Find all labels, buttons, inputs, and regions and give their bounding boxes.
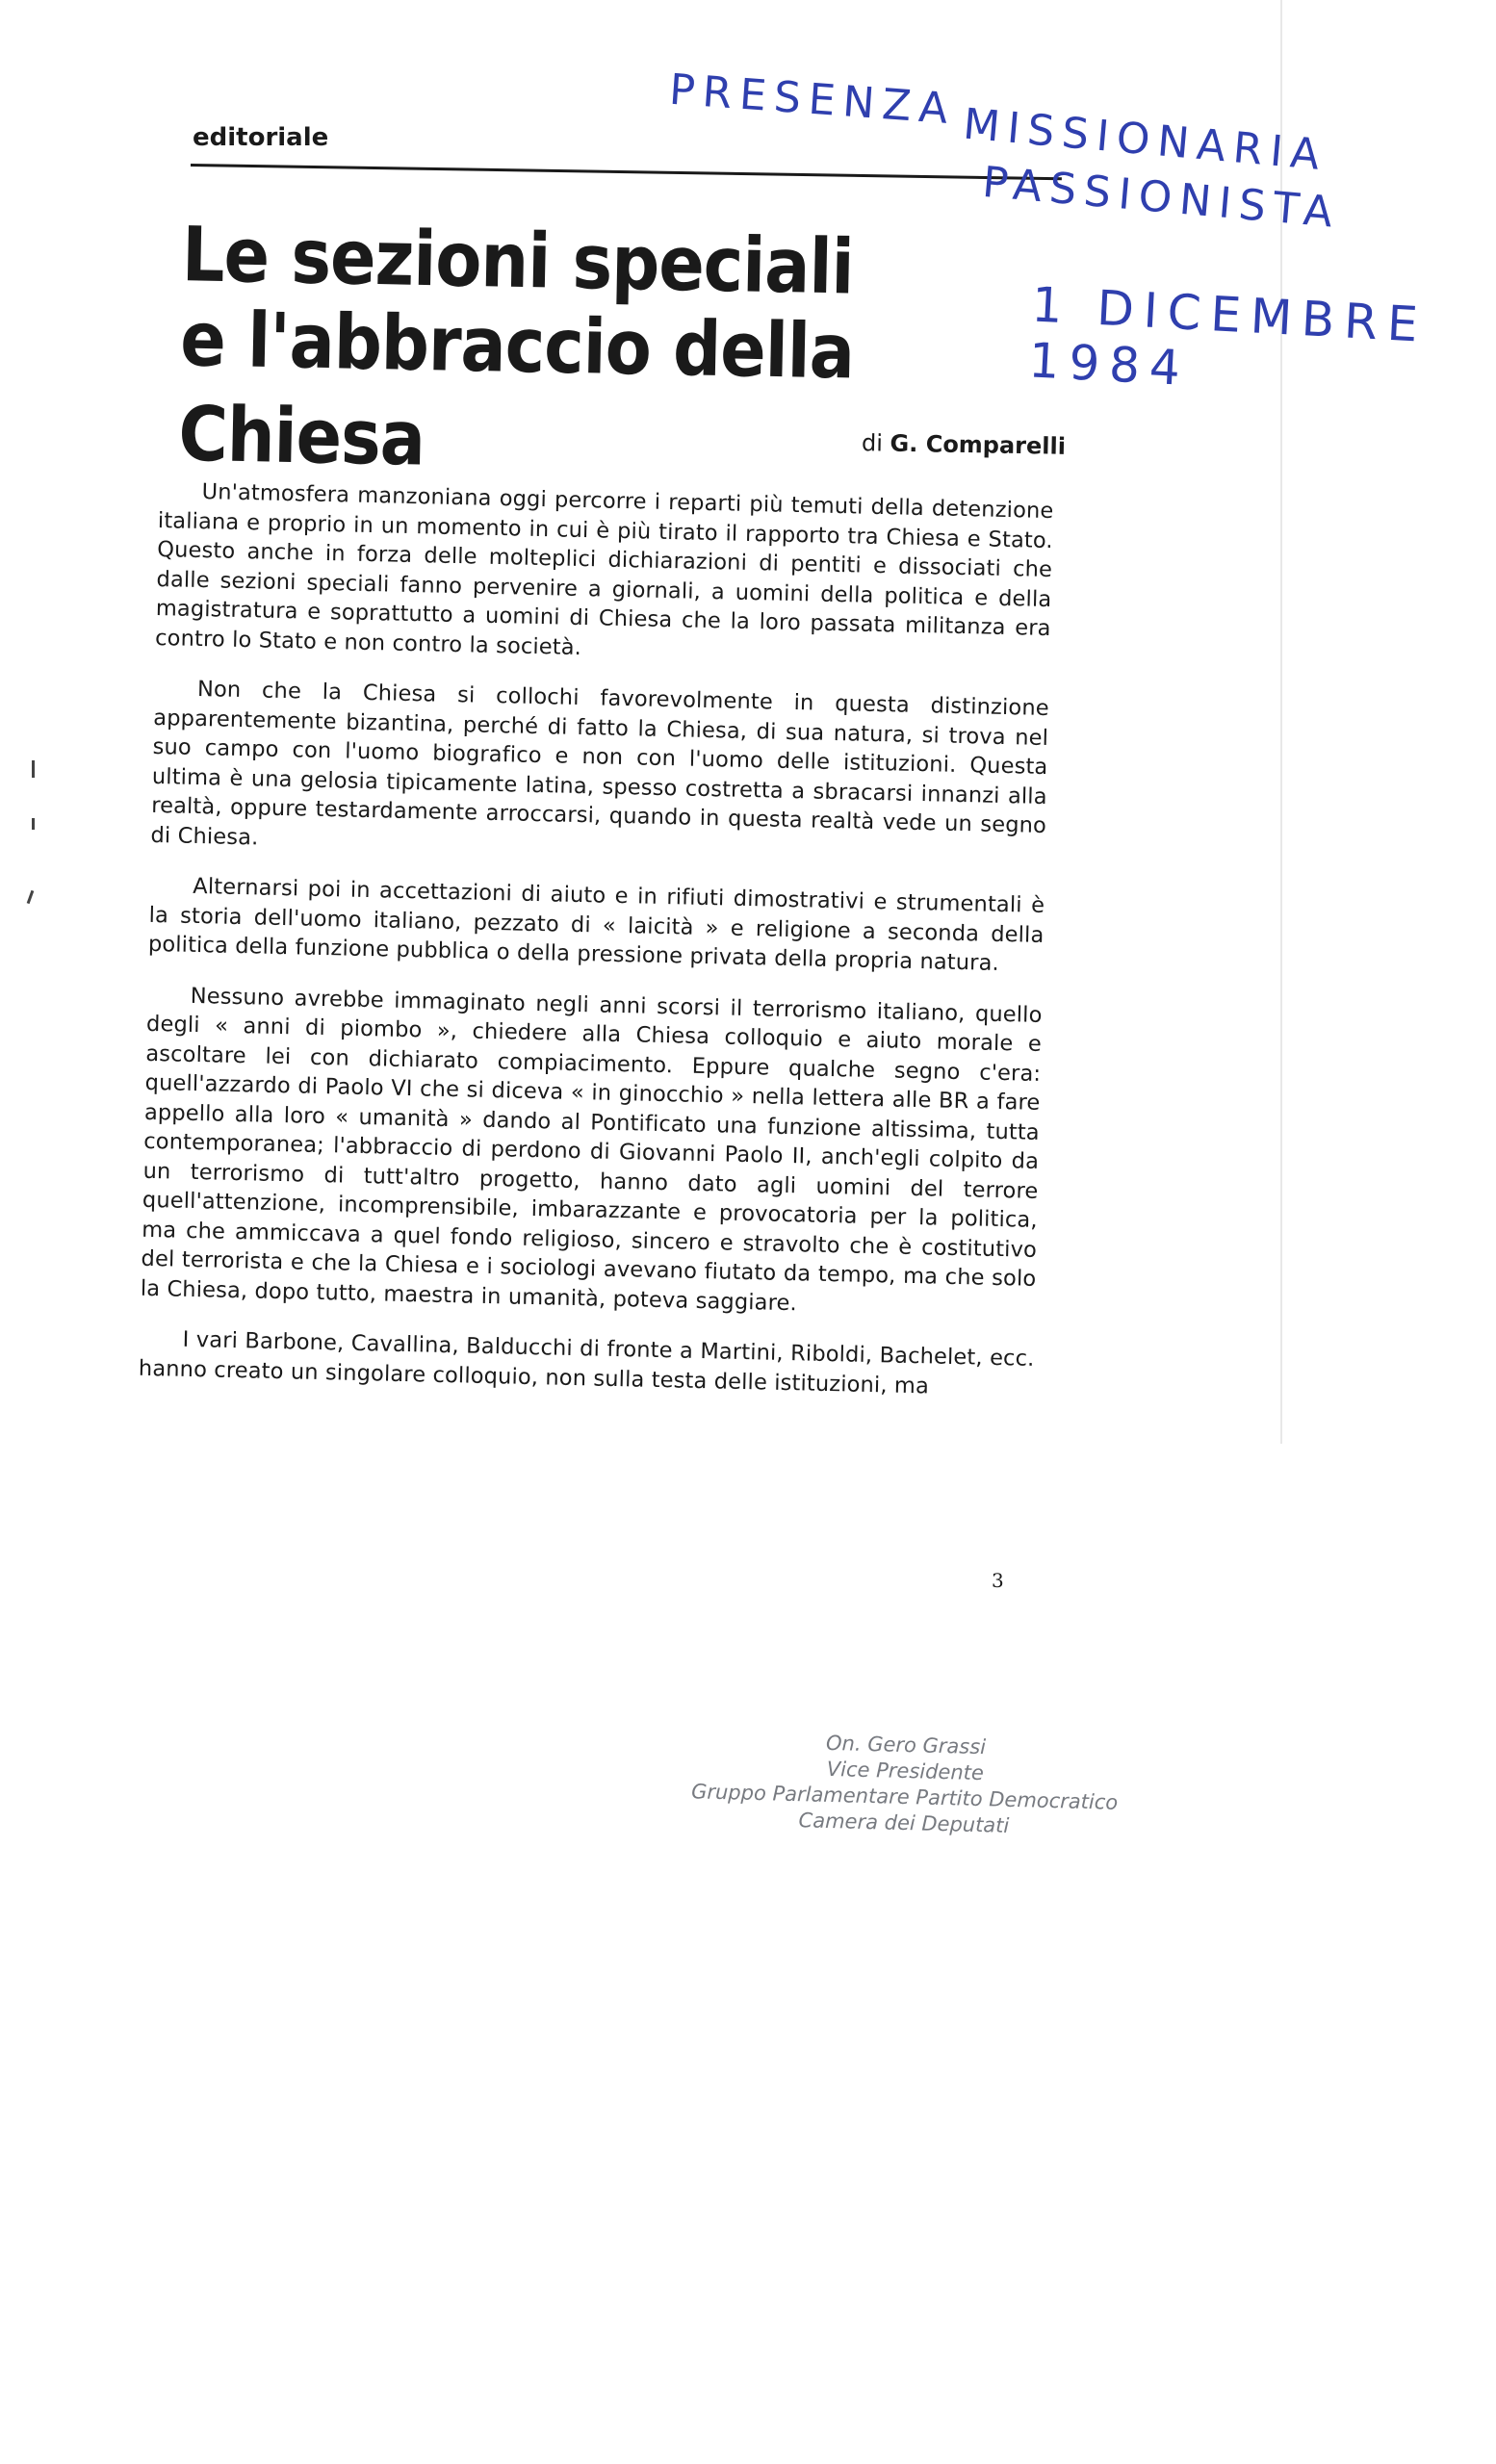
title-line-1: Le sezioni speciali: [181, 210, 855, 312]
section-label: editoriale: [193, 123, 329, 152]
stamp-line-2: Vice Presidente: [826, 1757, 985, 1785]
header-rule: [191, 164, 1062, 180]
byline: [862, 429, 1066, 460]
handwritten-note-presenza: PRESENZA: [667, 64, 958, 135]
margin-mark: [27, 890, 35, 904]
stamp-line-1: On. Gero Grassi: [825, 1731, 987, 1759]
article-body: [138, 476, 1054, 1424]
stamp-line-4: Camera dei Deputati: [798, 1809, 1010, 1837]
official-stamp: [673, 1727, 1138, 1843]
paragraph-3: Alternarsi poi in accettazioni di aiuto e in rifiuti dimostrativi e strumentali è la storia dell'uomo italiano, pezzato di « laicità » e religione a seconda della politica della funzione pubblica o della pressione privata della propria natura.: [147, 873, 1045, 976]
handwritten-note-missionaria: MISSIONARIA: [961, 99, 1329, 181]
stamp-line-3: Gruppo Parlamentare Partito Democratico: [690, 1780, 1119, 1814]
title-line-2: e l'abbraccio della Chiesa: [177, 295, 855, 483]
margin-mark: [32, 760, 35, 778]
handwritten-note-date: 1 DICEMBRE 1984: [1027, 276, 1430, 398]
byline-author: G. Comparelli: [890, 429, 1067, 460]
paragraph-4: Nessuno avrebbe immaginato negli anni scorsi il terrorismo italiano, quello degli « anni di piombo », chiedere alla Chiesa colloquio e aiuto morale e ascoltare lei con dichiarato compiacimento. Eppure qualche segno c'era: quell'azzardo di Paolo VI che si diceva « in ginocchio » nella lettera alle BR a fare appello alla loro « umanità » dando al Pontificato una funzione altissima, tutta contemporanea; l'abbraccio di perdono di Giovanni Paolo II, anch'egli colpito da un terrorismo di tutt'altro progetto, hanno dato agli uomini del terrore quell'attenzione, incomprensibile, imbarazzante e provocatoria per la politica, ma che ammiccava a quel fondo religioso, sincero e stravolto che è costitutivo del terrorista e che la Chiesa e i sociologi avevano fiutato da tempo, ma che solo la Chiesa, dopo tutto, maestra in umanità, poteva saggiare.: [140, 983, 1043, 1316]
paragraph-5: I vari Barbone, Cavallina, Balducchi di fronte a Martini, Riboldi, Bachelet, ecc. hanno creato un singolare colloquio, non sulla testa delle istituzioni, ma: [138, 1326, 1035, 1399]
handwritten-note-passionista: PASSIONISTA: [980, 157, 1343, 239]
paragraph-2: Non che la Chiesa si collochi favorevolmente in questa distinzione apparentemente bizantina, perché di fatto la Chiesa, di sua natura, si trova nel suo campo con l'uomo biografico e non con l'uomo delle istituzioni. Questa ultima è una gelosia tipicamente latina, spesso costretta a sbracarsi innanzi alla realtà, oppure testardamente arroccarsi, quando in questa realtà vede un segno di Chiesa.: [150, 676, 1050, 850]
paragraph-1: Un'atmosfera manzoniana oggi percorre i reparti più temuti della detenzione italiana e proprio in un momento in cui è più tirato il rapporto tra Chiesa e Stato. Questo anche in forza delle molteplici dichiarazioni di pentiti e dissociati che dalle sezioni speciali fanno pervenire a giornali, a uomini della politica e della magistratura e soprattutto a uomini di Chiesa che la loro passata militanza era contro lo Stato e non contro la società.: [154, 479, 1054, 660]
margin-mark: [32, 818, 35, 830]
page-number: 3: [992, 1569, 1004, 1592]
byline-prefix: di: [861, 429, 884, 457]
